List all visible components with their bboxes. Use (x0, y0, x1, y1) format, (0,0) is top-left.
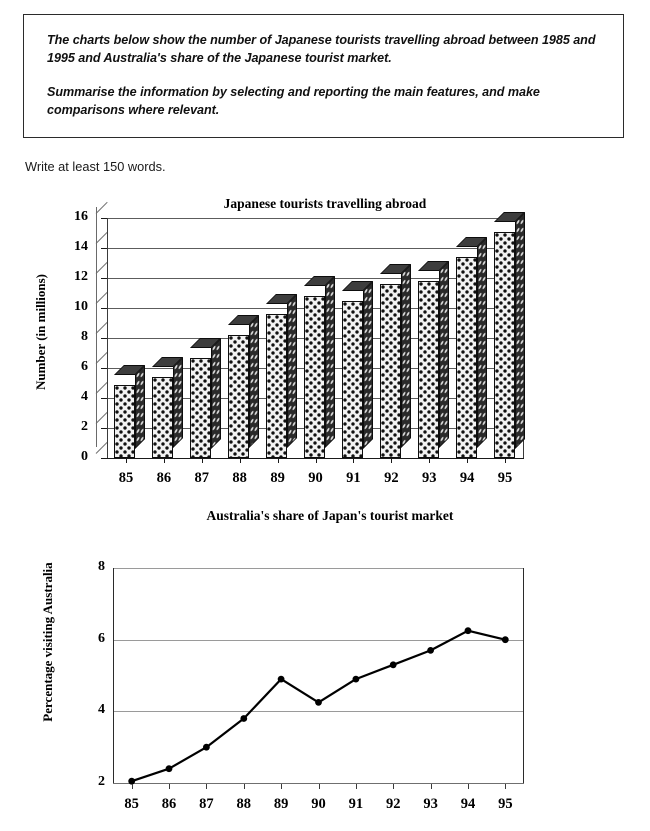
y-tick-mark (101, 398, 107, 399)
line-data-point (353, 676, 360, 683)
bar-x-tick-label: 88 (232, 470, 247, 486)
x-tick-mark (278, 458, 279, 463)
bar-x-tick-label: 92 (384, 470, 399, 486)
bar-column (114, 374, 135, 459)
bar-y-tick-label: 16 (74, 209, 88, 224)
bar-chart-title: Japanese tourists travelling abroad (223, 196, 427, 211)
bar-side-face (439, 261, 449, 448)
line-x-tick-label: 86 (161, 796, 177, 812)
y-tick-mark (101, 278, 107, 279)
line-data-point (427, 647, 434, 654)
line-x-tick-label: 87 (199, 796, 214, 812)
bar-front-face (266, 314, 287, 458)
y-tick-mark (101, 368, 107, 369)
x-tick-mark (132, 784, 133, 789)
bar-side-face (401, 264, 411, 448)
bar-side-face (211, 338, 221, 449)
line-data-point (166, 765, 173, 772)
line-x-tick-label: 93 (423, 796, 438, 812)
line-x-tick-label: 95 (498, 796, 513, 812)
bar-y-tick-label: 8 (81, 329, 88, 344)
bar-x-tick-label: 94 (459, 470, 475, 486)
x-tick-mark (429, 458, 430, 463)
bar-x-tick-label: 86 (156, 470, 172, 486)
x-tick-mark (505, 458, 506, 463)
bar-front-face (190, 358, 211, 459)
bar-side-face (287, 294, 297, 448)
y-tick-mark (101, 218, 107, 219)
x-tick-mark (169, 784, 170, 789)
x-tick-mark (126, 458, 127, 463)
bar-y-tick-label: 0 (81, 449, 88, 464)
gridline-depth (96, 352, 108, 364)
bar-y-tick-label: 14 (74, 239, 88, 254)
bar-column (342, 290, 363, 459)
bar-chart-y-axis-label: Number (in millions) (33, 273, 48, 391)
bar-front-face (418, 281, 439, 458)
y-tick-mark (101, 308, 107, 309)
x-tick-mark (319, 784, 320, 789)
bar-front-face (114, 385, 135, 459)
x-tick-mark (356, 784, 357, 789)
bar-front-face (494, 232, 515, 459)
gridline-depth (96, 322, 108, 334)
bar-column (380, 273, 401, 458)
bar-column (304, 285, 325, 458)
bar-column (228, 324, 249, 458)
prompt-paragraph-2: Summarise the information by selecting and reporting the main features, and make comparisons where relevant. (47, 85, 540, 117)
y-tick-mark (101, 248, 107, 249)
line-x-tick-label: 90 (311, 796, 326, 812)
x-tick-mark (468, 784, 469, 789)
line-data-point (278, 676, 285, 683)
x-tick-mark (353, 458, 354, 463)
y-tick-mark (101, 458, 107, 459)
line-x-tick-label: 92 (385, 796, 401, 812)
bar-x-tick-label: 95 (497, 470, 513, 486)
line-y-tick-label: 4 (98, 702, 105, 718)
gridline-depth (96, 442, 108, 454)
bar-front-face (342, 301, 363, 459)
x-tick-mark (164, 458, 165, 463)
line-data-point (203, 744, 210, 751)
line-x-tick-label: 88 (236, 796, 252, 812)
bar-x-tick-label: 89 (270, 470, 285, 486)
line-y-tick-label: 6 (98, 630, 105, 646)
bar-chart-y-axis-line-back (96, 207, 97, 447)
gridline (107, 218, 524, 219)
y-tick-mark (101, 338, 107, 339)
x-tick-mark (240, 458, 241, 463)
bar-y-tick-label: 4 (81, 389, 88, 404)
line-x-tick-label: 89 (273, 796, 289, 812)
line-chart-title: Australia's share of Japan's tourist market (206, 508, 454, 523)
bar-column (152, 366, 173, 458)
gridline-depth (96, 292, 108, 304)
bar-chart-plot-area (96, 218, 524, 458)
x-tick-mark (467, 458, 468, 463)
line-data-point (465, 627, 472, 634)
bar-side-face (173, 357, 183, 448)
x-tick-mark (431, 784, 432, 789)
bar-side-face (477, 237, 487, 448)
x-tick-mark (202, 458, 203, 463)
line-data-point (315, 699, 322, 706)
bar-x-tick-label: 90 (308, 470, 323, 486)
gridline-depth (96, 232, 108, 244)
bar-column (456, 246, 477, 458)
bar-column (266, 303, 287, 458)
bar-x-tick-label: 87 (194, 470, 210, 486)
bar-side-face (249, 315, 259, 448)
line-chart-data-path (132, 631, 506, 782)
bar-side-face (515, 212, 525, 449)
bar-front-face (456, 257, 477, 458)
bar-front-face (380, 284, 401, 458)
line-x-tick-label: 85 (124, 796, 139, 812)
gridline-depth (96, 202, 108, 214)
prompt-paragraph-1: The charts below show the number of Japanese tourists travelling abroad between 1985 and 1995 and Australia's share of the Japanese tourist market. (47, 33, 596, 65)
bar-side-face (363, 281, 373, 449)
word-count-instruction: Write at least 150 words. (25, 159, 166, 174)
bar-x-tick-label: 93 (421, 470, 437, 486)
gridline-depth (96, 262, 108, 274)
bar-y-tick-label: 12 (74, 269, 88, 284)
bar-x-tick-label: 91 (346, 470, 361, 486)
line-chart-y-axis-label: Percentage visiting Australia (40, 562, 55, 722)
bar-column (418, 270, 439, 458)
line-chart-data-markers (128, 627, 508, 784)
bar-x-tick-label: 85 (118, 470, 134, 486)
line-data-point (240, 715, 247, 722)
bar-front-face (228, 335, 249, 458)
bar-chart-y-axis-label-wrap (32, 252, 52, 412)
task-prompt-box (23, 14, 624, 138)
x-tick-mark (391, 458, 392, 463)
line-data-point (390, 661, 397, 668)
line-x-tick-label: 91 (348, 796, 364, 812)
x-tick-mark (244, 784, 245, 789)
line-data-point (502, 636, 509, 643)
bar-y-tick-label: 6 (81, 359, 88, 374)
bar-front-face (152, 377, 173, 458)
gridline-depth (96, 412, 108, 424)
x-tick-mark (505, 784, 506, 789)
bar-front-face (304, 296, 325, 458)
task-prompt-inner (24, 15, 623, 119)
gridline-depth (96, 382, 108, 394)
bar-chart (0, 196, 650, 502)
y-tick-mark (101, 428, 107, 429)
bar-y-tick-label: 2 (81, 419, 88, 434)
x-tick-mark (206, 784, 207, 789)
bar-side-face (325, 276, 335, 448)
bar-y-tick-label: 10 (74, 299, 88, 314)
x-tick-mark (393, 784, 394, 789)
line-y-tick-label: 8 (98, 559, 105, 574)
line-chart (0, 508, 650, 831)
x-tick-mark (316, 458, 317, 463)
x-tick-mark (281, 784, 282, 789)
line-x-tick-label: 94 (460, 796, 476, 812)
bar-column (190, 347, 211, 459)
line-y-tick-label: 2 (98, 774, 105, 789)
bar-side-face (135, 365, 145, 449)
bar-chart-y-axis-line (107, 218, 108, 458)
bar-column (494, 221, 515, 459)
